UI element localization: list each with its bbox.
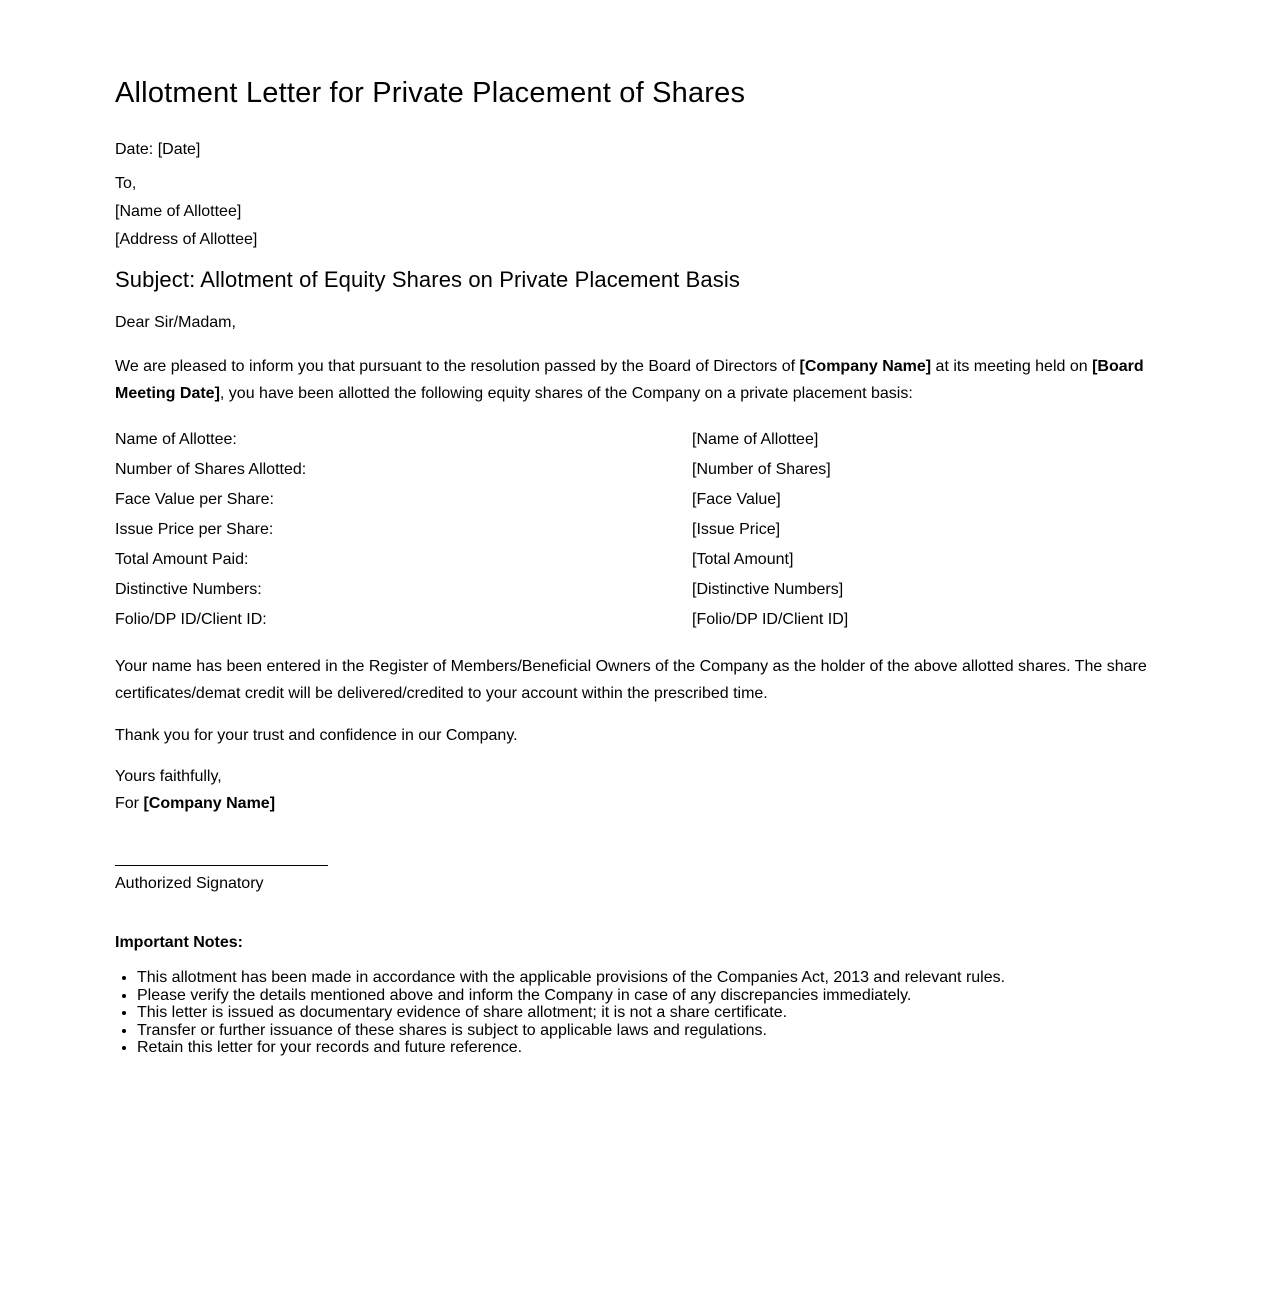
greeting-line: Dear Sir/Madam,: [115, 314, 236, 331]
intro-text-segment: at its meeting held on: [931, 358, 1093, 375]
detail-label: Issue Price per Share:: [115, 521, 274, 539]
note-item: • Please verify the details mentioned above and inform the Company in case of any discrepancies immediately.: [137, 987, 1163, 1005]
subject-heading: Subject: Allotment of Equity Shares on Private Placement Basis: [115, 267, 740, 292]
board-meeting-date-placeholder: [Board Meeting Date]: [115, 358, 1144, 402]
recipient-name: [Name of Allottee]: [115, 203, 242, 220]
document-title: Allotment Letter for Private Placement of Shares: [115, 77, 746, 109]
note-item: • This allotment has been made in accordance with the applicable provisions of the Companies Act, 2013 and relevant rules.: [137, 969, 1163, 987]
thanks-paragraph: Thank you for your trust and confidence in our Company.: [115, 727, 518, 744]
detail-label: Name of Allottee:: [115, 431, 237, 449]
intro-text-segment: , you have been allotted the following equity shares of the Company on a private placement basis:: [219, 385, 913, 402]
detail-value: [Folio/DP ID/Client ID]: [692, 611, 849, 629]
yours-faithfully-line: Yours faithfully,: [115, 768, 222, 785]
allotment-details-table: [115, 425, 1163, 635]
closing-block: [115, 763, 1163, 817]
recipient-salutation: To,: [115, 175, 137, 192]
detail-label: Folio/DP ID/Client ID:: [115, 611, 267, 629]
detail-row: [115, 485, 1163, 515]
note-item: • Transfer or further issuance of these shares is subject to applicable laws and regulations.: [137, 1022, 1163, 1040]
detail-row: [115, 515, 1163, 545]
recipient-address: [Address of Allottee]: [115, 231, 258, 248]
detail-value: [Issue Price]: [692, 521, 781, 539]
signature-line: [115, 865, 328, 866]
intro-paragraph: [115, 353, 1163, 407]
detail-label: Total Amount Paid:: [115, 551, 249, 569]
detail-value: [Face Value]: [692, 491, 781, 509]
detail-row: [115, 455, 1163, 485]
intro-text-segment: We are pleased to inform you that pursuant to the resolution passed by the Board of Directors of: [115, 358, 800, 375]
important-notes-list: [115, 969, 1163, 1057]
recipient-block: [115, 170, 1163, 254]
note-item: • This letter is issued as documentary evidence of share allotment; it is not a share certificate.: [137, 1004, 1163, 1022]
note-item: • Retain this letter for your records and future reference.: [137, 1039, 1163, 1057]
detail-value: [Number of Shares]: [692, 461, 831, 479]
company-name-placeholder: [Company Name]: [143, 795, 276, 812]
detail-row: [115, 425, 1163, 455]
authorized-signatory-label: Authorized Signatory: [115, 875, 264, 892]
detail-label: Distinctive Numbers:: [115, 581, 262, 599]
for-text: For: [115, 795, 144, 812]
important-notes-heading: Important Notes:: [115, 934, 243, 951]
company-name-placeholder: [Company Name]: [799, 358, 932, 375]
detail-row: [115, 605, 1163, 635]
register-paragraph: Your name has been entered in the Register of Members/Beneficial Owners of the Company as the holder of the above allotted shares. The share certificates/demat credit will be delivered/credited to your account within the prescribed time.: [115, 658, 1147, 702]
detail-label: Number of Shares Allotted:: [115, 461, 307, 479]
detail-row: [115, 545, 1163, 575]
for-company-line: [115, 790, 1163, 817]
detail-value: [Name of Allottee]: [692, 431, 819, 449]
detail-value: [Total Amount]: [692, 551, 794, 569]
detail-label: Face Value per Share:: [115, 491, 274, 509]
detail-row: [115, 575, 1163, 605]
detail-value: [Distinctive Numbers]: [692, 581, 844, 599]
date-line: Date: [Date]: [115, 141, 201, 158]
